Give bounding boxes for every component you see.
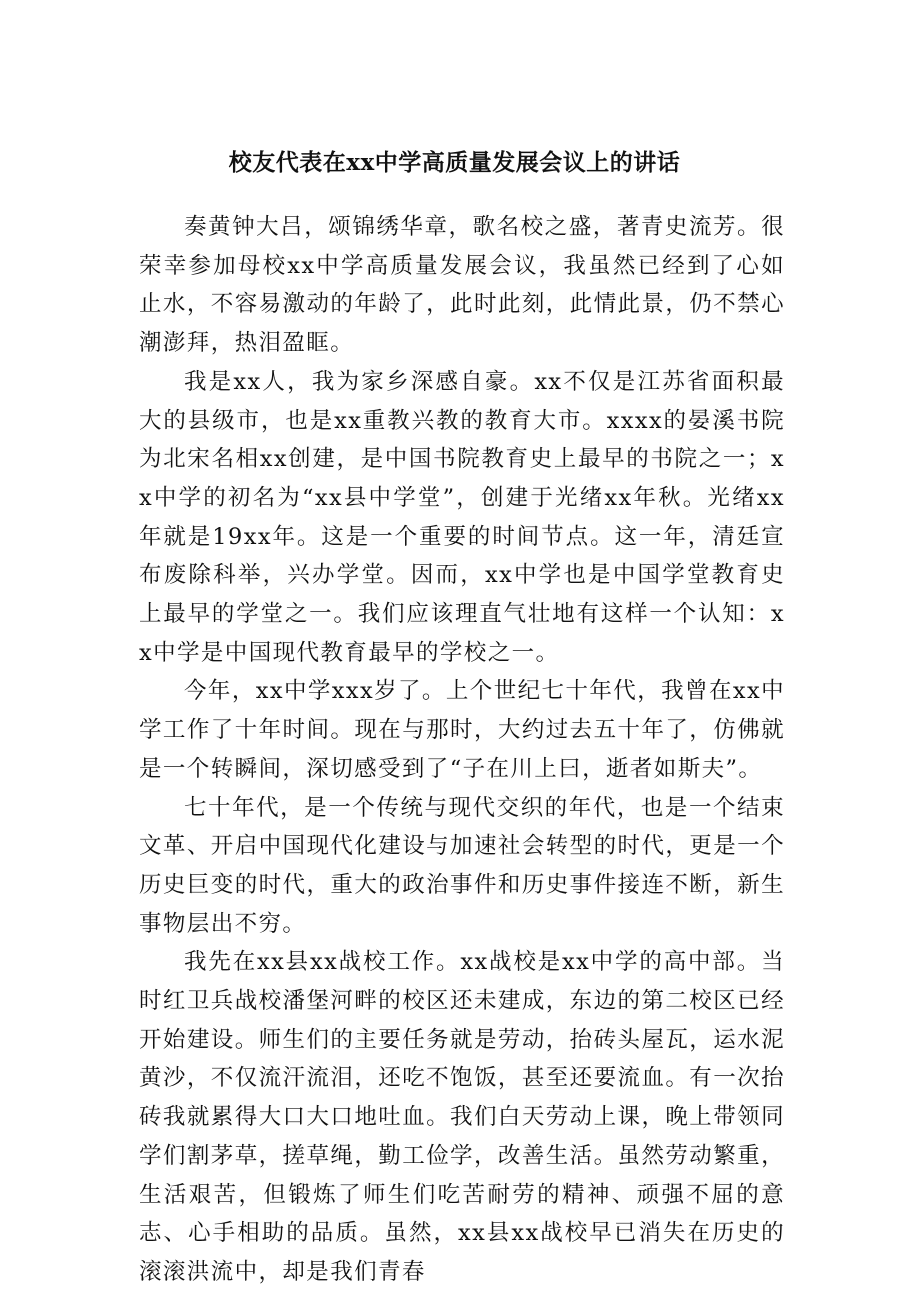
document-title: 校友代表在xx中学高质量发展会议上的讲话 [228,149,681,176]
document-body [139,208,785,1292]
paragraph-1: 奏黄钟大吕，颂锦绣华章，歌名校之盛，著青史流芳。很荣幸参加母校xx中学高质量发展会议，我虽然已经到了心如止水，不容易激动的年龄了，此时此刻，此情此景，仍不禁心潮澎拜，热泪盈眶。 [139,214,785,357]
paragraph-4: 七十年代，是一个传统与现代交织的年代，也是一个结束文革、开启中国现代化建设与加速社会转型的时代，更是一个历史巨变的时代，重大的政治事件和历史事件接连不断，新生事物层出不穷。 [139,794,785,937]
paragraph-5: 我先在xx县xx战校工作。xx战校是xx中学的高中部。当时红卫兵战校潘堡河畔的校区还未建成，东边的第二校区已经开始建设。师生们的主要任务就是劳动，抬砖头屋瓦，运水泥黄沙，不仅流汗流泪，还吃不饱饭，甚至还要流血。有一次抬砖我就累得大口大口地吐血。我们白天劳动上课，晚上带领同学们割茅草，搓草绳，勤工俭学，改善生活。虽然劳动繁重，生活艰苦，但锻炼了师生们吃苦耐劳的精神、顽强不屈的意志、心手相助的品质。虽然，xx县xx战校早已消失在历史的滚滚洪流中，却是我们青春 [139,949,785,1285]
paragraph-2: 我是xx人，我为家乡深感自豪。xx不仅是江苏省面积最大的县级市，也是xx重教兴教的教育大市。xxxx的晏溪书院为北宋名相xx创建，是中国书院教育史上最早的书院之一；xx中学的初名为“xx县中学堂”，创建于光绪xx年秋。光绪xx年就是19xx年。这是一个重要的时间节点。这一年，清廷宣布废除科举，兴办学堂。因而，xx中学也是中国学堂教育史上最早的学堂之一。我们应该理直气壮地有这样一个认知：xx中学是中国现代教育最早的学校之一。 [139,368,785,666]
paragraph-3: 今年，xx中学xxx岁了。上个世纪七十年代，我曾在xx中学工作了十年时间。现在与那时，大约过去五十年了，仿佛就是一个转瞬间，深切感受到了“子在川上曰，逝者如斯夫”。 [139,678,785,782]
